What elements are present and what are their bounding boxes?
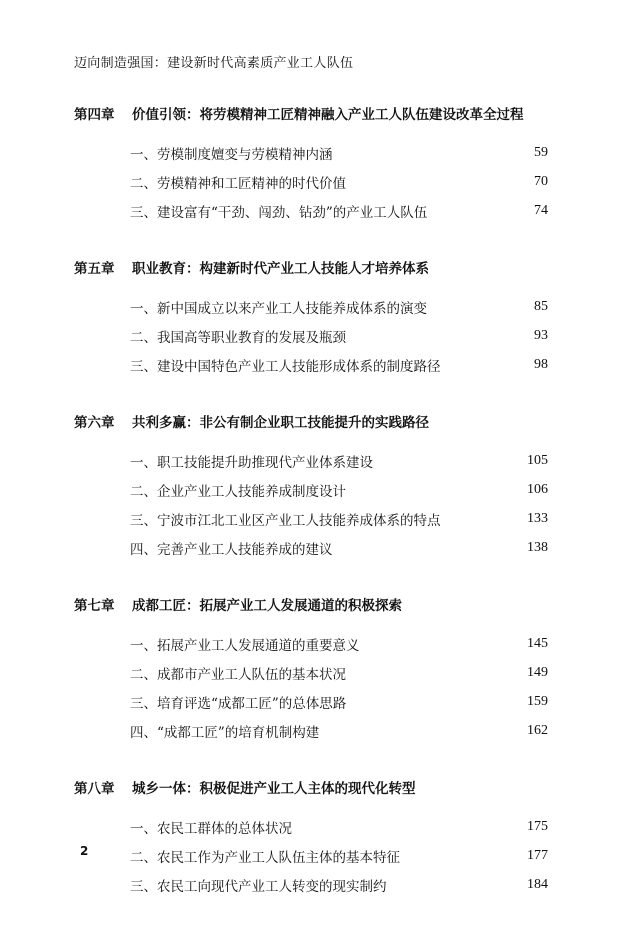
entry-page-number: 70 [534,173,548,189]
entry-title: 一、拓展产业工人发展通道的重要意义 [130,637,360,654]
entry-title: 三、培育评选“成都工匠”的总体思路 [130,695,347,712]
toc-entry[interactable] [74,870,548,899]
toc-entry[interactable] [74,321,548,350]
chapter-label: 第六章 [74,415,115,431]
toc-entry[interactable] [74,504,548,533]
chapter-4 [74,100,548,225]
entry-page-number: 175 [527,818,548,834]
toc-entry[interactable] [74,446,548,475]
entry-title: 二、劳模精神和工匠精神的时代价值 [130,175,346,192]
entry-title: 三、宁波市江北工业区产业工人技能养成体系的特点 [130,512,441,529]
toc-entry[interactable] [74,138,548,167]
entry-page-number: 106 [527,481,548,497]
entry-page-number: 149 [527,664,548,680]
toc-entry[interactable] [74,350,548,379]
chapter-label: 第五章 [74,261,115,277]
chapter-label: 第八章 [74,781,115,797]
chapter-label: 第七章 [74,598,115,614]
toc-entry[interactable] [74,533,548,562]
entry-page-number: 105 [527,452,548,468]
chapter-heading [74,774,548,800]
entry-title: 四、“成都工匠”的培育机制构建 [130,724,320,741]
entry-title: 一、劳模制度嬗变与劳模精神内涵 [130,146,333,163]
chapter-6 [74,408,548,562]
running-header: 迈向制造强国：建设新时代高素质产业工人队伍 [74,56,354,71]
entry-title: 一、农民工群体的总体状况 [130,820,292,837]
entry-title: 四、完善产业工人技能养成的建议 [130,541,333,558]
entry-page-number: 159 [527,693,548,709]
entry-title: 三、农民工向现代产业工人转变的现实制约 [130,878,387,895]
chapter-title: 职业教育：构建新时代产业工人技能人才培养体系 [132,261,429,277]
chapter-heading [74,591,548,617]
toc-entry[interactable] [74,716,548,745]
toc-entry[interactable] [74,812,548,841]
entry-page-number: 133 [527,510,548,526]
entry-title: 一、新中国成立以来产业工人技能养成体系的演变 [130,300,427,317]
toc-entry[interactable] [74,687,548,716]
entry-page-number: 85 [534,298,548,314]
entry-title: 二、成都市产业工人队伍的基本状况 [130,666,346,683]
entry-page-number: 177 [527,847,548,863]
page-number: 2 [80,844,89,858]
entry-page-number: 98 [534,356,548,372]
table-of-contents [74,100,548,928]
chapter-8 [74,774,548,899]
entry-page-number: 93 [534,327,548,343]
chapter-title: 城乡一体：积极促进产业工人主体的现代化转型 [132,781,416,797]
entry-title: 二、企业产业工人技能养成制度设计 [130,483,346,500]
chapter-title: 成都工匠：拓展产业工人发展通道的积极探索 [132,598,402,614]
chapter-title: 价值引领：将劳模精神工匠精神融入产业工人队伍建设改革全过程 [132,107,524,123]
entry-title: 一、职工技能提升助推现代产业体系建设 [130,454,373,471]
entry-title: 二、我国高等职业教育的发展及瓶颈 [130,329,346,346]
entry-title: 三、建设中国特色产业工人技能形成体系的制度路径 [130,358,441,375]
toc-entry[interactable] [74,475,548,504]
chapter-5 [74,254,548,379]
entry-title: 三、建设富有“干劲、闯劲、钻劲”的产业工人队伍 [130,204,428,221]
entry-page-number: 162 [527,722,548,738]
entry-page-number: 145 [527,635,548,651]
entry-page-number: 59 [534,144,548,160]
entry-page-number: 74 [534,202,548,218]
toc-entry[interactable] [74,841,548,870]
chapter-title: 共利多赢：非公有制企业职工技能提升的实践路径 [132,415,429,431]
toc-entry[interactable] [74,658,548,687]
toc-entry[interactable] [74,167,548,196]
entry-title: 二、农民工作为产业工人队伍主体的基本特征 [130,849,400,866]
chapter-heading [74,100,548,126]
toc-entry[interactable] [74,292,548,321]
entry-page-number: 138 [527,539,548,555]
toc-entry[interactable] [74,629,548,658]
chapter-heading [74,408,548,434]
chapter-label: 第四章 [74,107,115,123]
chapter-heading [74,254,548,280]
chapter-7 [74,591,548,745]
toc-entry[interactable] [74,196,548,225]
entry-page-number: 184 [527,876,548,892]
